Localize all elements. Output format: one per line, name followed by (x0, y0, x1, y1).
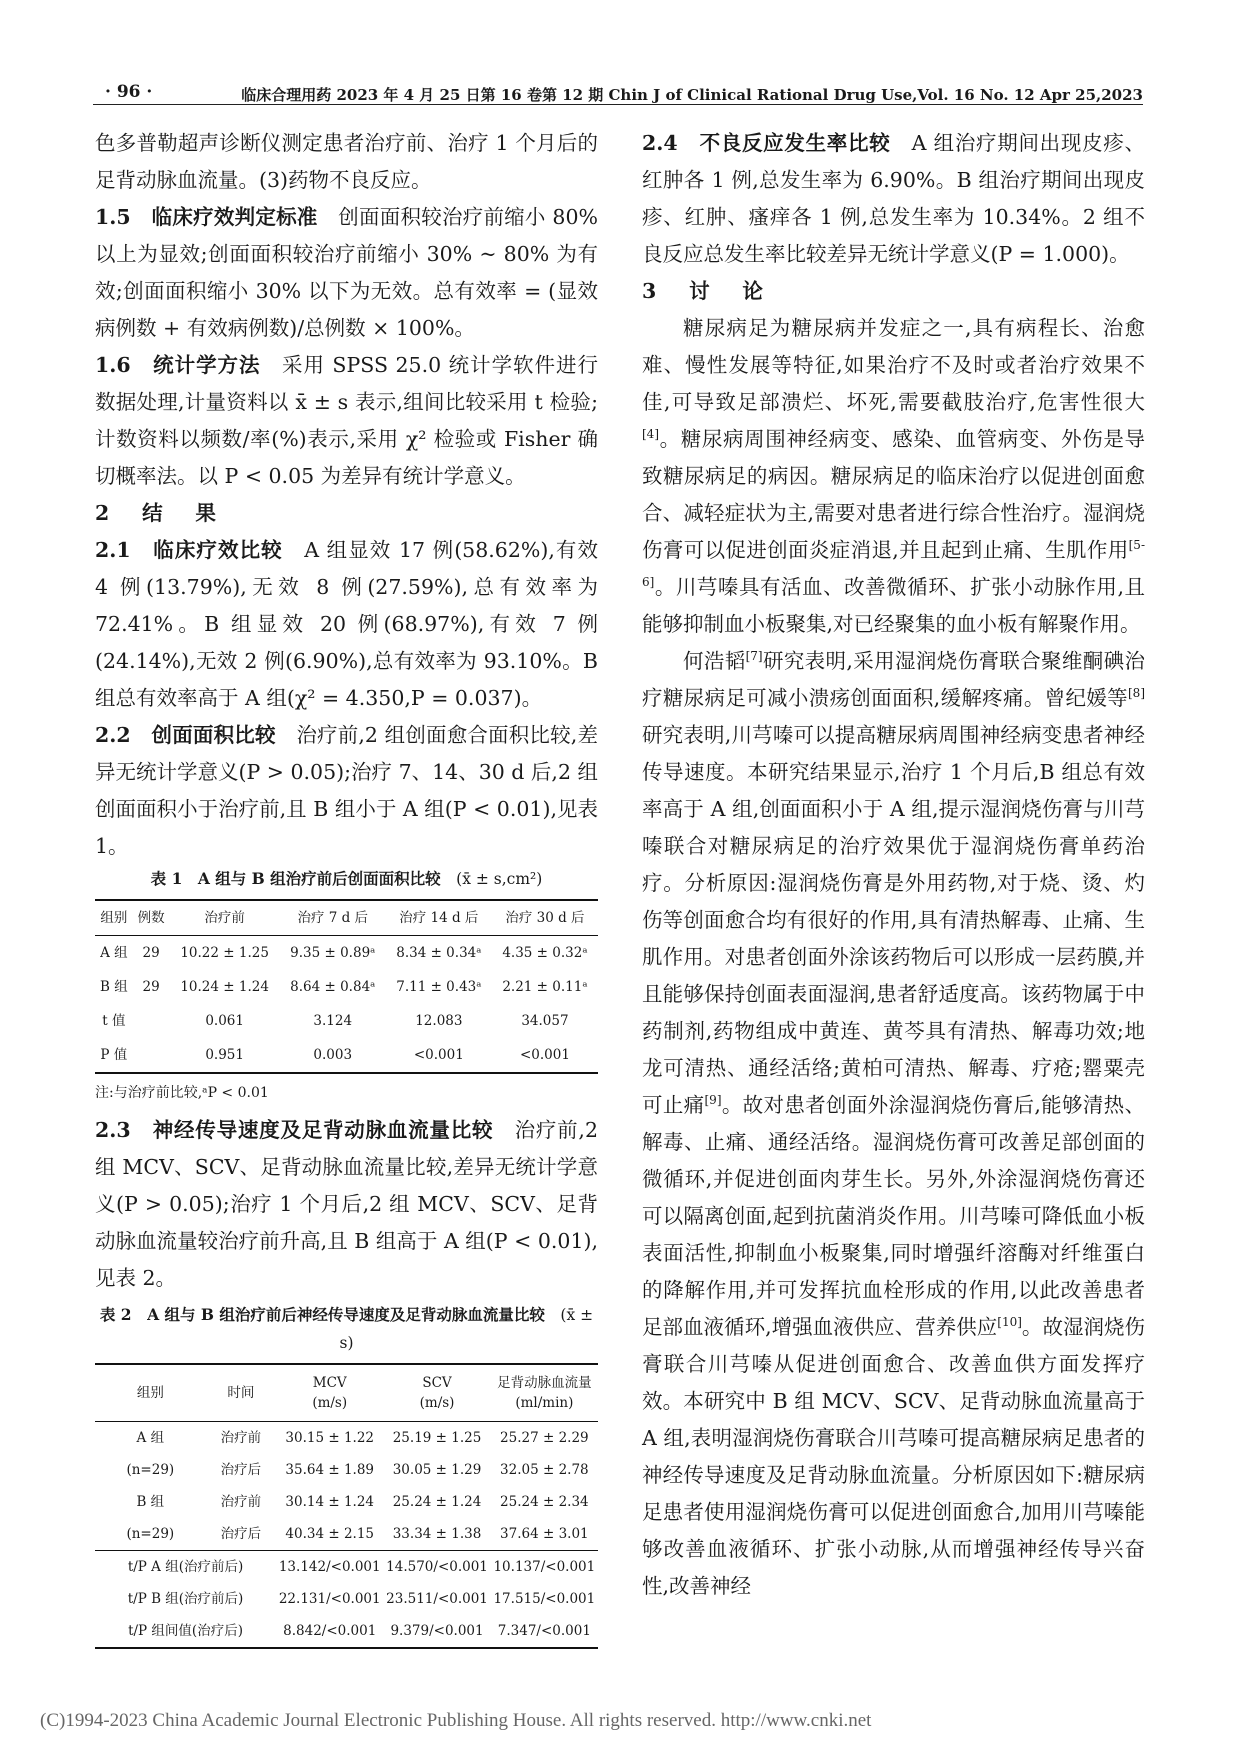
column-header: 治疗 14 d 后 (386, 900, 492, 936)
table-cell: 7.11 ± 0.43ᵃ (396, 979, 482, 995)
table-cell: t/P B 组(治疗前后) (127, 1591, 244, 1607)
table-cell: B 组 (136, 1494, 165, 1510)
table-2 (95, 1363, 598, 1649)
table-row (95, 1454, 598, 1486)
left-column (95, 125, 598, 1649)
column-header: SCV (m/s) (383, 1364, 490, 1422)
table-1-title: 表 1 A 组与 B 组治疗前后创面面积比较 (150, 869, 457, 888)
copyright-footer: (C)1994-2023 China Academic Journal Electronic Publishing House. All rights reserved. http://www.cnki.net (40, 1710, 872, 1731)
discussion-text: 何浩韬 (683, 649, 746, 673)
table-cell: 治疗后 (220, 1462, 262, 1478)
table-cell: 10.24 ± 1.24 (180, 979, 269, 995)
table-cell: B 组 (100, 979, 128, 995)
table-1-caption (95, 865, 598, 893)
table-cell: 29 (142, 945, 160, 961)
table-cell: 10.137/<0.001 (491, 1551, 598, 1584)
column-header: 足背动脉血流量 (ml/min) (491, 1364, 598, 1422)
table-cell: 25.27 ± 2.29 (500, 1430, 589, 1446)
section-2-4 (642, 125, 1145, 273)
discussion-text: 。故对患者创面外涂湿润烧伤膏后,能够清热、解毒、止痛、通经活络。湿润烧伤膏可改善足部创面的微循环,并促进创面肉芽生长。另外,外涂湿润烧伤膏还可以隔离创面,起到抗菌消炎作用。川芎嗪可降低血小板表面活性,抑制血小板聚集,同时增强纤溶酶对纤维蛋白的降解作用,并可发挥抗血栓形成的作用,以此改善患者足部血液循环,增强血液供应、营养供应 (642, 1093, 1146, 1339)
column-header: 治疗 7 d 后 (280, 900, 386, 936)
table-cell: 0.003 (313, 1047, 353, 1063)
table-row (95, 1486, 598, 1518)
section-1-6 (95, 347, 598, 495)
table-row (95, 1422, 598, 1455)
table-cell: t 值 (102, 1013, 126, 1029)
subsection-text: 治疗前,2 组创面愈合面积比较,差异无统计学意义(P > 0.05);治疗 7、14、30 d 后,2 组创面面积小于治疗前,且 B 组小于 A 组(P < 0.01),见表 1。 (95, 723, 599, 858)
discussion-paragraph-2 (642, 643, 1145, 1605)
table-cell: 2.21 ± 0.11ᵃ (502, 979, 588, 995)
table-row (95, 1518, 598, 1551)
table-cell: 14.570/<0.001 (383, 1551, 490, 1584)
table-cell: 34.057 (521, 1013, 569, 1029)
subsection-text: 创面面积较治疗前缩小 80% 以上为显效;创面面积较治疗前缩小 30% ~ 80% 为有效;创面面积缩小 30% 以下为无效。总有效率 = (显效病例数 + 有效病例数)/总例数 × 100%。 (95, 205, 598, 340)
section-heading-3: 3 讨 论 (642, 279, 770, 303)
table-row (95, 1038, 598, 1073)
subsection-text: 治疗前,2 组 MCV、SCV、足背动脉血流量比较,差异无统计学意义(P > 0.05);治疗 1 个月后,2 组 MCV、SCV、足背动脉血流量较治疗前升高,且 B 组高于 A 组(P < 0.01),见表 2。 (95, 1118, 598, 1290)
table-row (95, 1551, 598, 1584)
table-cell: 23.511/<0.001 (386, 1591, 488, 1607)
table-row (95, 1615, 598, 1648)
citation: [5-6] (642, 538, 1145, 590)
column-header: 时间 (206, 1364, 276, 1422)
column-header: 例数 (133, 900, 170, 936)
subsection-text: A 组显效 17 例(58.62%),有效 4 例(13.79%),无效 8 例(27.59%),总有效率为72.41%。B 组显效 20 例(68.97%),有效 7 例(24.14%),无效 2 例(6.90%),总有效率为 93.10%。B 组总有效率高于 A 组(χ² = 4.350,P = 0.037)。 (95, 538, 598, 710)
subsection-heading: 2.2 创面面积比较 (95, 723, 297, 747)
table-cell: 10.22 ± 1.25 (180, 945, 269, 961)
table-cell: 30.15 ± 1.22 (285, 1430, 375, 1446)
table-cell: 治疗后 (220, 1526, 262, 1542)
citation: [4] (642, 427, 659, 442)
column-header: 治疗 30 d 后 (492, 900, 598, 936)
table-cell: 8.64 ± 0.84ᵃ (290, 979, 376, 995)
column-header: 组别 (95, 1364, 206, 1422)
discussion-text: 研究表明,川芎嗪可以提高糖尿病周围神经病变患者神经传导速度。本研究结果显示,治疗 1 个月后,B 组总有效率高于 A 组,创面面积小于 A 组,提示湿润烧伤膏与川芎嗪联合对糖尿病足的治疗效果优于湿润烧伤膏单药治疗。分析原因:湿润烧伤膏是外用药物,对于烧、烫、灼伤等创面愈合均有很好的作用,具有清热解毒、止痛、生肌作用。对患者创面外涂该药物后可以形成一层药膜,并且能够保持创面表面湿润,患者舒适度高。该药物属于中药制剂,药物组成中黄连、黄芩具有清热、解毒功效;地龙可清热、通经活络;黄柏可清热、解毒、疗疮;罂粟壳可止痛 (642, 723, 1145, 1117)
paragraph-intro: 色多普勒超声诊断仪测定患者治疗前、治疗 1 个月后的足背动脉血流量。(3)药物不良反应。 (95, 131, 598, 192)
subsection-heading: 2.3 神经传导速度及足背动脉血流量比较 (95, 1118, 515, 1142)
subsection-heading: 2.1 临床疗效比较 (95, 538, 305, 562)
column-header: 组别 (95, 900, 133, 936)
table-cell: 4.35 ± 0.32ᵃ (502, 945, 588, 961)
discussion-text: 。川芎嗪具有活血、改善微循环、扩张小动脉作用,且能够抑制血小板聚集,对已经聚集的血小板有解聚作用。 (642, 575, 1145, 636)
subsection-text: 采用 SPSS 25.0 统计学软件进行数据处理,计量资料以 x̄ ± s 表示,组间比较采用 t 检验;计数资料以频数/率(%)表示,采用 χ² 检验或 Fisher 确切概率法。以 P < 0.05 为差异有统计学意义。 (95, 353, 598, 488)
table-cell: 12.083 (415, 1013, 463, 1029)
table-cell: 9.35 ± 0.89ᵃ (290, 945, 376, 961)
table-cell: 25.19 ± 1.25 (392, 1430, 482, 1446)
table-cell: 0.061 (205, 1013, 244, 1029)
table-cell: 32.05 ± 2.78 (500, 1462, 589, 1478)
table-cell: 13.142/<0.001 (276, 1551, 383, 1584)
table-cell: 35.64 ± 1.89 (285, 1462, 375, 1478)
table-2-caption (95, 1301, 598, 1357)
table-cell: t/P 组间值(治疗后) (128, 1623, 243, 1639)
table-cell: <0.001 (413, 1047, 464, 1063)
subsection-heading: 1.6 统计学方法 (95, 353, 282, 377)
table-cell (133, 1038, 170, 1073)
table-cell: 3.124 (313, 1013, 353, 1029)
table-cell: 29 (142, 979, 160, 995)
table-cell: 25.24 ± 2.34 (500, 1494, 589, 1510)
table-1-note: 注:与治疗前比较,ᵃP < 0.01 (95, 1085, 269, 1101)
table-row (95, 1583, 598, 1615)
table-cell: 25.24 ± 1.24 (392, 1494, 482, 1510)
section-2-3 (95, 1112, 598, 1297)
discussion-text: 。糖尿病周围神经病变、感染、血管病变、外伤是导致糖尿病足的病因。糖尿病足的临床治疗以促进创面愈合、减轻症状为主,需要对患者进行综合性治疗。湿润烧伤膏可以促进创面炎症消退,并且起到止痛、生肌作用 (642, 427, 1145, 562)
section-2-1 (95, 532, 598, 717)
table-header-row (95, 1364, 598, 1422)
subsection-text: A 组治疗期间出现皮疹、红肿各 1 例,总发生率为 6.90%。B 组治疗期间出现皮疹、红肿、瘙痒各 1 例,总发生率为 10.34%。2 组不良反应总发生率比较差异无统计学意义(P = 1.000)。 (642, 131, 1145, 266)
right-column (642, 125, 1145, 1605)
subsection-heading: 1.5 临床疗效判定标准 (95, 205, 339, 229)
discussion-text: 糖尿病足为糖尿病并发症之一,具有病程长、治愈难、慢性发展等特征,如果治疗不及时或者治疗效果不佳,可导致足部溃烂、坏死,需要截肢治疗,危害性很大 (642, 316, 1145, 414)
table-cell: 17.515/<0.001 (493, 1591, 596, 1607)
table-cell: 30.05 ± 1.29 (392, 1462, 482, 1478)
table-cell: 8.34 ± 0.34ᵃ (396, 945, 482, 961)
table-row (95, 936, 598, 971)
column-header: MCV (m/s) (276, 1364, 383, 1422)
table-header-row (95, 900, 598, 936)
table-cell: 33.34 ± 1.38 (392, 1526, 482, 1542)
table-cell: 9.379/<0.001 (390, 1623, 484, 1639)
table-cell: 治疗前 (220, 1494, 262, 1510)
table-cell: (n=29) (126, 1526, 175, 1542)
table-cell: 7.347/<0.001 (497, 1623, 591, 1639)
table-cell: 治疗前 (220, 1430, 262, 1446)
discussion-text: 研究表明,采用湿润烧伤膏联合聚维酮碘治疗糖尿病足可减小溃疡创面面积,缓解疼痛。曾纪媛等 (642, 649, 1146, 710)
table-cell: 37.64 ± 3.01 (500, 1526, 589, 1542)
journal-citation: 临床合理用药 2023 年 4 月 25 日第 16 卷第 12 期 Chin J of Clinical Rational Drug Use,Vol. 16 No. 12 Apr 25,2023 (241, 86, 1143, 104)
section-1-5 (95, 199, 598, 347)
page-number: · 96 · (105, 82, 153, 102)
section-heading-2: 2 结 果 (95, 501, 223, 525)
table-cell: A 组 (100, 945, 128, 961)
table-cell: P 值 (100, 1047, 128, 1063)
table-row (95, 970, 598, 1004)
table-cell: 22.131/<0.001 (278, 1591, 381, 1607)
table-1-unit: (x̄ ± s,cm²) (456, 870, 543, 888)
subsection-heading: 2.4 不良反应发生率比较 (642, 131, 912, 155)
table-cell: 40.34 ± 2.15 (285, 1526, 375, 1542)
discussion-paragraph-1 (642, 310, 1145, 643)
section-2-2 (95, 717, 598, 865)
table-2-title: 表 2 A 组与 B 组治疗前后神经传导速度及足背动脉血流量比较 (99, 1305, 561, 1324)
citation: [10] (997, 1315, 1022, 1330)
running-header (93, 72, 1143, 105)
table-1 (95, 899, 598, 1074)
column-header: 治疗前 (170, 900, 280, 936)
discussion-text: 。故湿润烧伤膏联合川芎嗪从促进创面愈合、改善血供方面发挥疗效。本研究中 B 组 MCV、SCV、足背动脉血流量高于 A 组,表明湿润烧伤膏联合川芎嗪可提高糖尿病足患者的神经传导速度及足背动脉血流量。分析原因如下:糖尿病足患者使用湿润烧伤膏可以促进创面愈合,加用川芎嗪能够改善血液循环、扩张小动脉,从而增强神经传导兴奋性,改善神经 (642, 1315, 1146, 1598)
table-cell: 8.842/<0.001 (283, 1623, 377, 1639)
table-cell: 0.951 (205, 1047, 244, 1063)
table-cell: <0.001 (519, 1047, 570, 1063)
table-cell: t/P A 组(治疗前后) (95, 1551, 276, 1584)
table-cell (133, 1004, 170, 1038)
table-cell: (n=29) (126, 1462, 175, 1478)
table-row (95, 1004, 598, 1038)
table-cell: 30.14 ± 1.24 (285, 1494, 375, 1510)
citation: [7] (745, 649, 763, 664)
citation: [9] (704, 1093, 722, 1108)
citation: [8] (1128, 686, 1145, 701)
table-2-unit: (x̄ ± s) (339, 1306, 594, 1352)
table-cell: A 组 (136, 1430, 165, 1446)
